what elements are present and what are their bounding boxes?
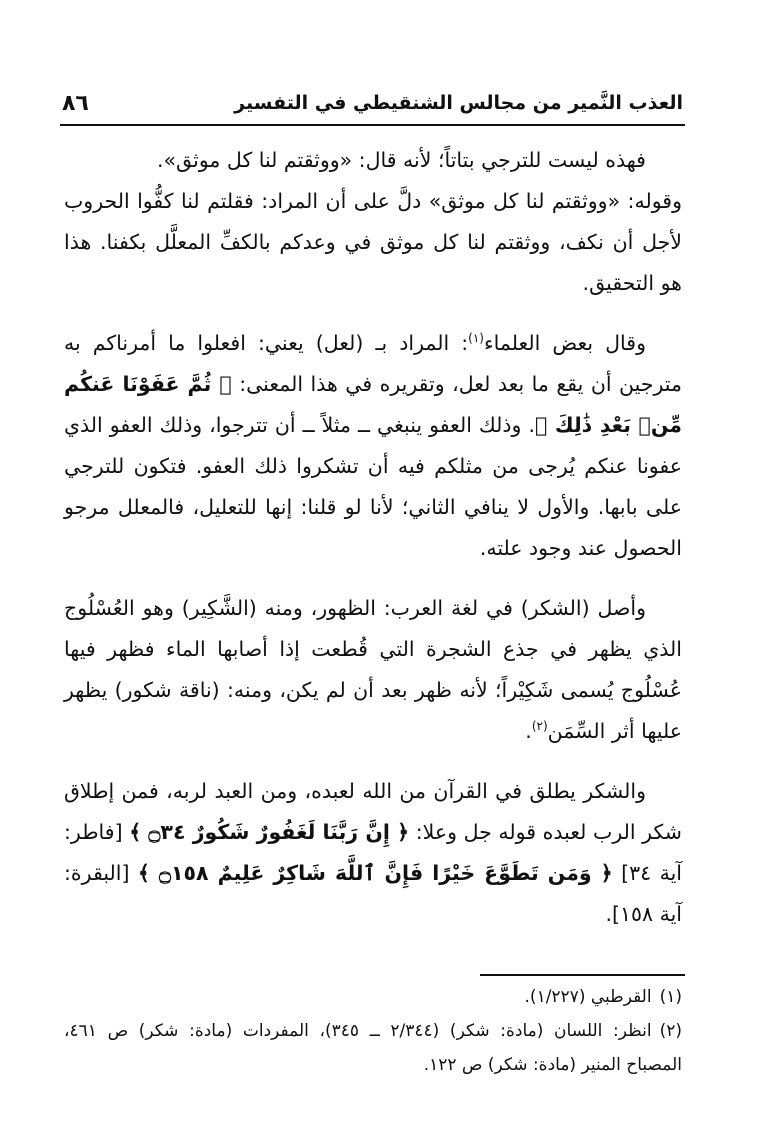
footnote-text: القرطبي (١/٢٢٧). <box>524 987 652 1007</box>
paragraph-4 <box>64 588 682 752</box>
paragraph-2: وقوله: «ووثقتم لنا كل موثق» دلَّ على أن المراد: فقلتم لنا كفُّوا الحروب لأجل أن نكف، ووثقتم لنا كل موثق في وعدكم بالكفِّ المعلَّل بكفنا. هذا هو التحقيق. <box>64 189 682 295</box>
paragraph-3-text: : المراد بـ (لعل) يعني: افعلوا ما أمرناكم به مترجين أن يقع ما بعد لعل، وتقريره في هذا المعنى: <box>64 331 682 396</box>
header-divider <box>60 124 685 126</box>
footnote-1 <box>64 980 682 1014</box>
footnote-2 <box>64 1014 682 1082</box>
paragraph-3 <box>64 323 682 569</box>
footnote-text: انظر: اللسان (مادة: شكر) (٢/٣٤٤ ــ ٣٤٥)، المفردات (مادة: شكر) ص ٤٦١، المصباح المنير (مادة: شكر) ص ١٢٢. <box>64 1021 682 1075</box>
paragraph-5 <box>64 771 682 935</box>
quran-verse-fatir: ﴿ إِنَّ رَبَّنَا لَغَفُورٌ شَكُورٌ ۝٣٤ ﴾ <box>129 820 410 844</box>
footnote-ref-2: (٢) <box>531 719 548 734</box>
page-number: ٨٦ <box>62 90 89 116</box>
running-title: العذب النَّمير من مجالس الشنقيطي في التفسير <box>234 92 683 114</box>
paragraph-4-text: وأصل (الشكر) في لغة العرب: الظهور، ومنه (الشَّكِير) وهو العُسْلُوج الذي يظهر في جذع الشجرة التي قُطعت إذا أصابها الماء فظهر فيها عُسْلُوج يُسمى شَكِيْراً؛ لأنه ظهر بعد أن لم يكن، ومنه: (ناقة شكور) يظهر عليها أثر السِّمَن <box>64 596 682 743</box>
quran-verse: ﴿ ثُمَّ عَفَوْنَا عَنكُم مِّنۢ بَعْدِ ذَٰلِكَ ﴾ <box>64 372 682 437</box>
footnote-number: (٢) <box>659 1021 682 1041</box>
footnotes <box>64 980 682 1082</box>
paragraph-3-end: . وذلك العفو ينبغي ــ مثلاً ــ أن تترجوا، وذلك العفو الذي عفونا عنكم يُرجى من مثلكم فيه أن تشكروا ذلك العفو. فتكون للترجي على بابها. والأول لا ينافي الثاني؛ لأنا لو قلنا: إنها للتعليل، فالمعلل مرجو الحصول عند وجود علته. <box>64 413 682 560</box>
footnote-ref-1: (١) <box>468 331 484 346</box>
quran-verse-baqarah: ﴿ وَمَن تَطَوَّعَ خَيْرًا فَإِنَّ ٱللَّهَ شَاكِرٌ عَلِيمٌ ۝١٥٨ ﴾ <box>137 861 613 885</box>
paragraph-5-text: والشكر يطلق في القرآن من الله لعبده، ومن العبد لربه، فمن إطلاق شكر الرب لعبده قوله جل وعلا: <box>64 779 682 844</box>
verse-citation-baqarah: [البقرة: آية ١٥٨]. <box>64 861 682 926</box>
page-header <box>62 86 683 120</box>
main-text <box>64 140 682 935</box>
verse-citation-fatir: [فاطر: آية ٣٤] <box>64 820 682 885</box>
paragraph-3-start: وقال بعض العلماء <box>483 331 646 355</box>
footnote-number: (١) <box>659 987 682 1007</box>
paragraph-4-end: . <box>525 719 532 743</box>
paragraph-1: فهذه ليست للترجي بتاتاً؛ لأنه قال: «ووثقتم لنا كل موثق». <box>156 148 646 172</box>
footnote-divider <box>480 974 685 976</box>
